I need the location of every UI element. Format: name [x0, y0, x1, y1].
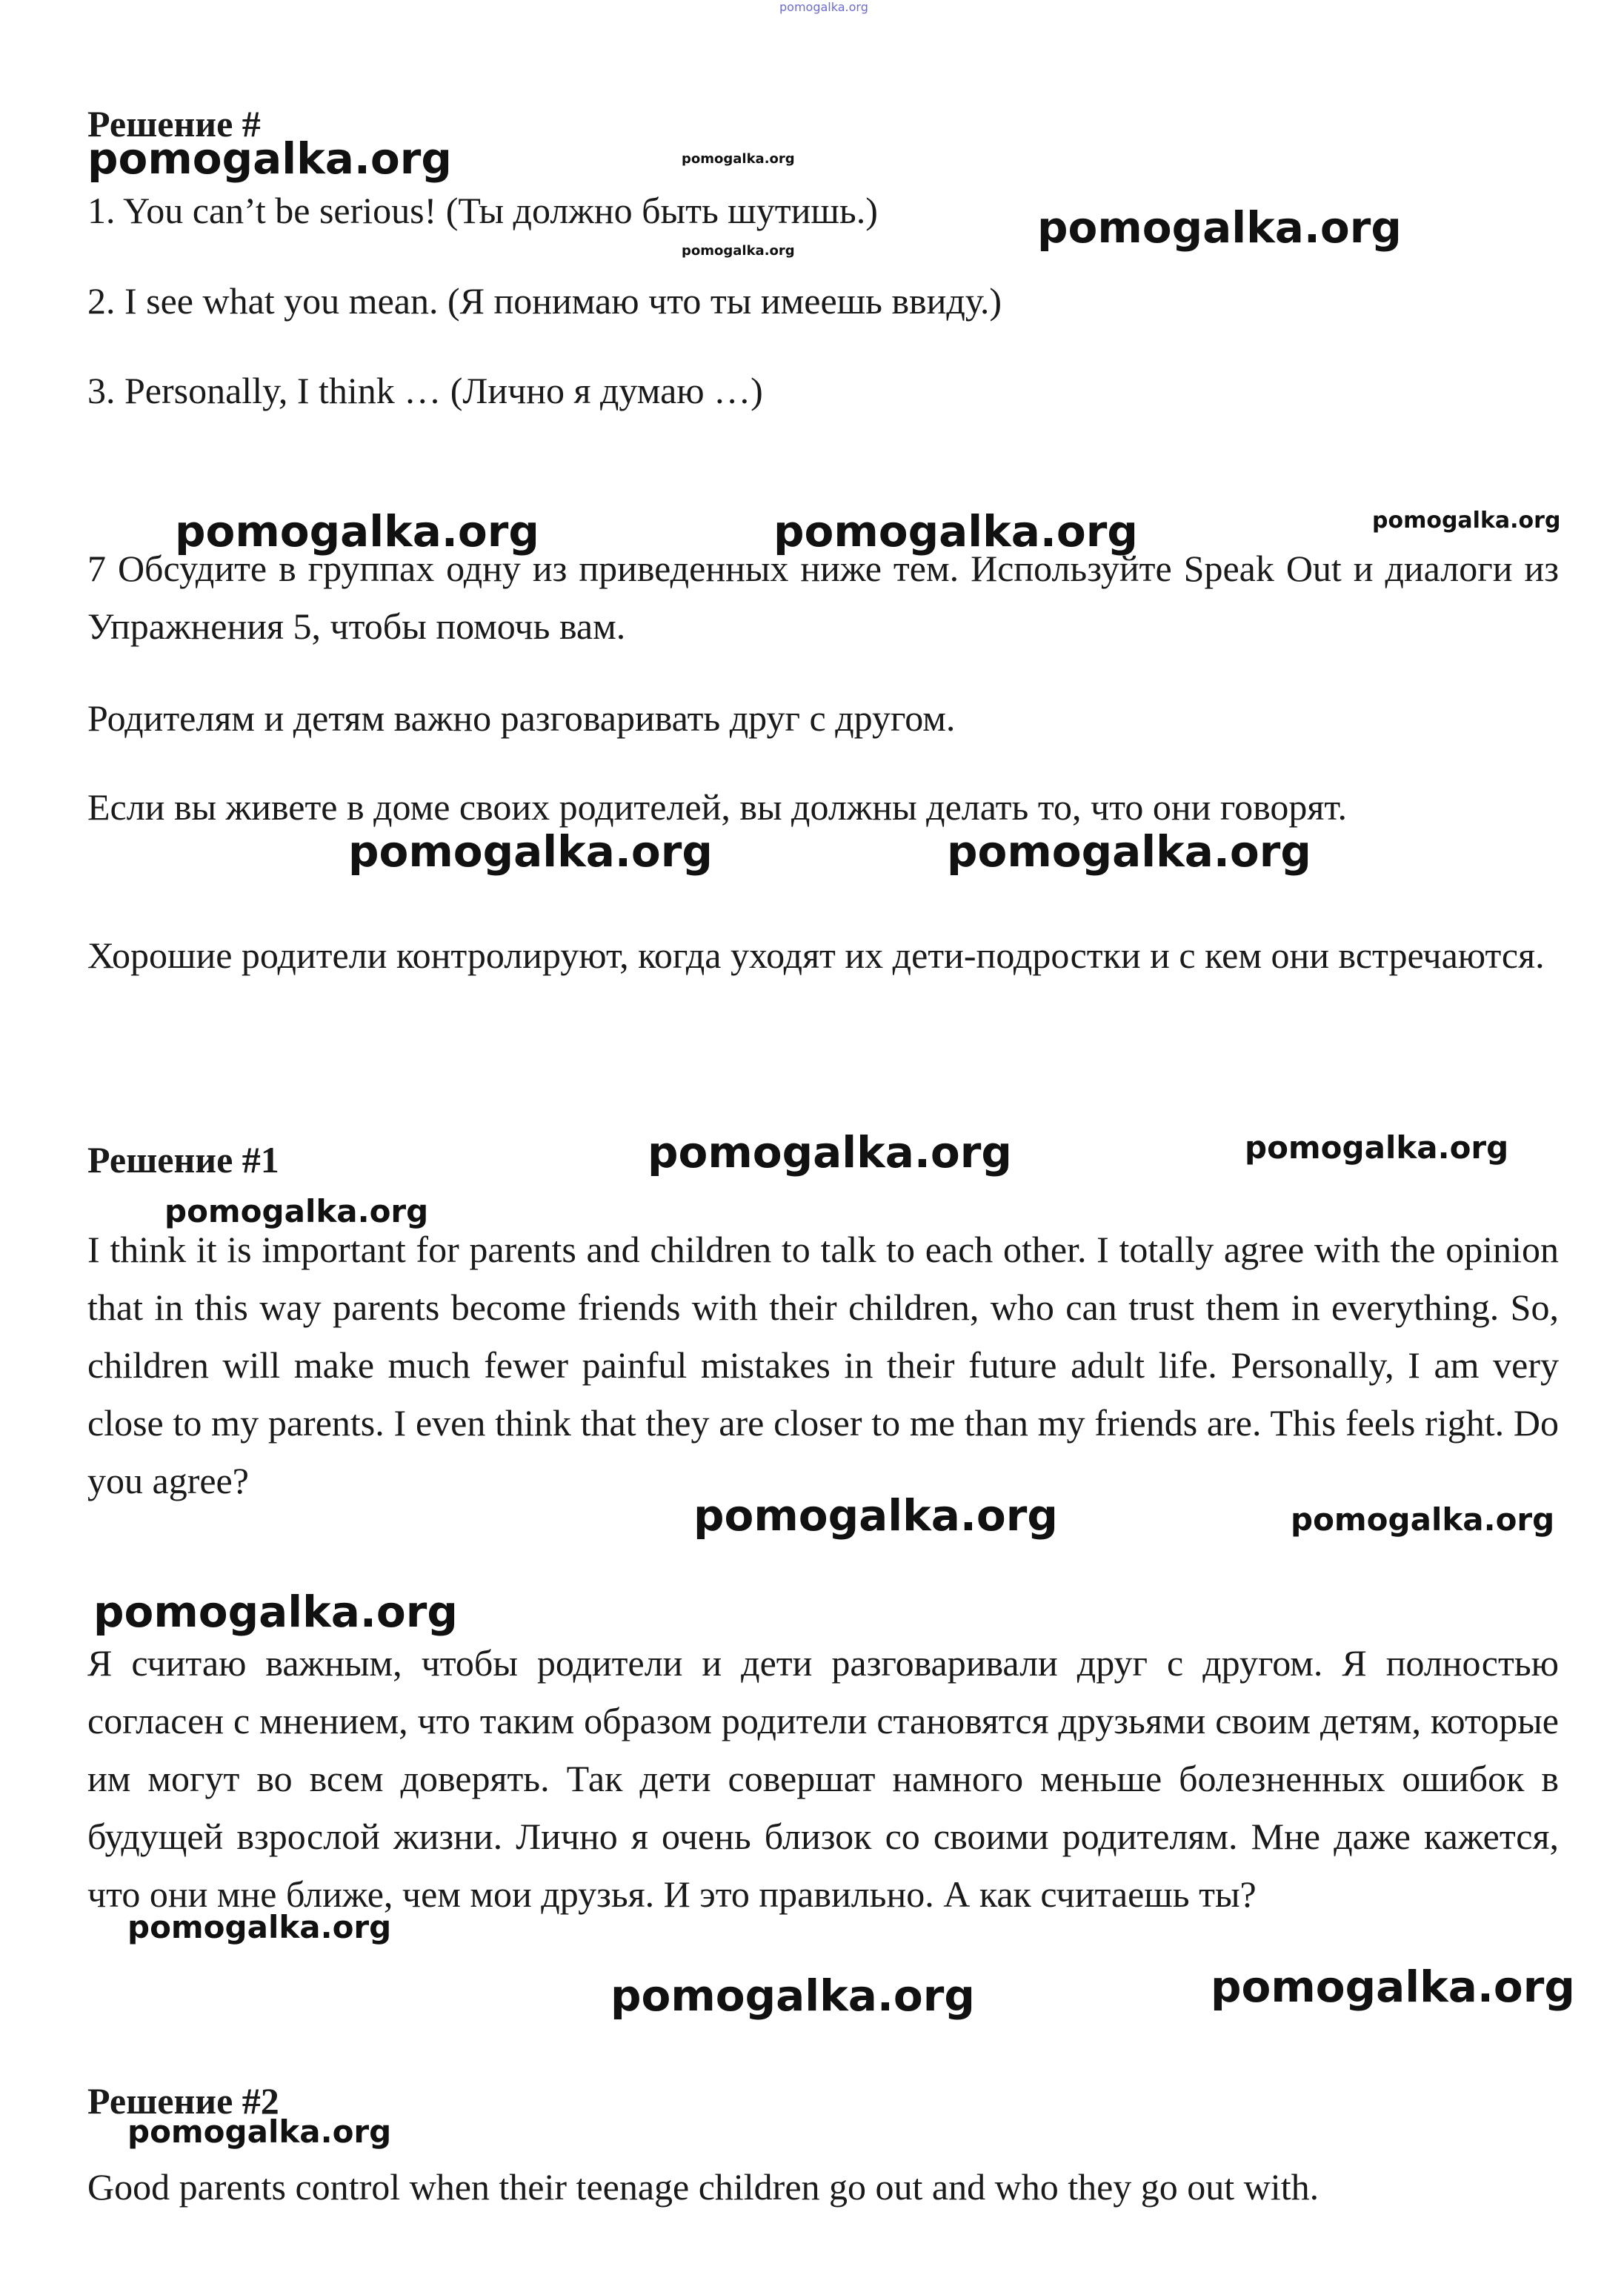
watermark: pomogalka.org — [164, 1193, 429, 1229]
watermark: pomogalka.org — [610, 1970, 975, 2021]
watermark: pomogalka.org — [648, 1127, 1012, 1178]
watermark-top: pomogalka.org — [779, 0, 868, 14]
solution-1-russian: Я считаю важным, чтобы родители и дети разговаривали друг с другом. Я полностью согласен с мнением, что таким образом родители становятся друзьями своим детям, которые им могут во всем доверять. Так дети совершат намного меньше болезненных ошибок в будущей взрослой жизни. Лично я очень близок со своими родителям. Мне даже кажется, что они мне ближе, чем мои друзья. И это правильно. А как считаешь ты? — [87, 1642, 1559, 1915]
solution-1-heading: Решение #1 — [87, 1139, 279, 1180]
phrase-line-1: 1. You can’t be serious! (Ты должно быть шутишь.) — [87, 190, 878, 231]
solution-heading: Решение # — [87, 103, 261, 145]
watermark: pomogalka.org — [682, 151, 795, 167]
watermark: pomogalka.org — [93, 1587, 458, 1637]
watermark: pomogalka.org — [1245, 1129, 1509, 1166]
watermark: pomogalka.org — [348, 826, 713, 877]
watermark: pomogalka.org — [175, 506, 539, 557]
phrase-line-3: 3. Personally, I think … (Лично я думаю …) — [87, 370, 763, 411]
watermark: pomogalka.org — [693, 1490, 1058, 1541]
watermark: pomogalka.org — [87, 133, 452, 184]
solution-1-english: I think it is important for parents and children to talk to each other. I totally agree with the opinion that in this way parents become friends with their children, who can trust them in everything. So, children will make much fewer painful mistakes in their future adult life. Personally, I am very close to my parents. I even think that they are closer to me than my friends are. This feels right. Do you agree? — [87, 1229, 1559, 1501]
watermark: pomogalka.org — [127, 2113, 392, 2150]
phrase-line-2: 2. I see what you mean. (Я понимаю что ты имеешь ввиду.) — [87, 280, 1002, 322]
topic-2: Если вы живете в доме своих родителей, вы должны делать то, что они говорят. — [87, 786, 1347, 828]
watermark: pomogalka.org — [1037, 202, 1402, 253]
watermark: pomogalka.org — [1291, 1501, 1555, 1538]
watermark: pomogalka.org — [682, 243, 795, 259]
task-intro: 7 Обсудите в группах одну из приведенных ниже тем. Используйте Speak Out и диалоги из Упражнения 5, чтобы помочь вам. — [87, 548, 1559, 647]
watermark: pomogalka.org — [1211, 1962, 1575, 2012]
watermark: pomogalka.org — [773, 506, 1138, 557]
topic-1: Родителям и детям важно разговаривать друг с другом. — [87, 697, 956, 739]
watermark: pomogalka.org — [947, 826, 1311, 877]
watermark: pomogalka.org — [127, 1909, 392, 1945]
watermark: pomogalka.org — [1372, 508, 1561, 534]
topic-3: Хорошие родители контролируют, когда уходят их дети-подростки и с кем они встречаются. — [87, 934, 1545, 976]
solution-2-heading: Решение #2 — [87, 2080, 279, 2122]
solution-2-text: Good parents control when their teenage children go out and who they go out with. — [87, 2166, 1320, 2208]
